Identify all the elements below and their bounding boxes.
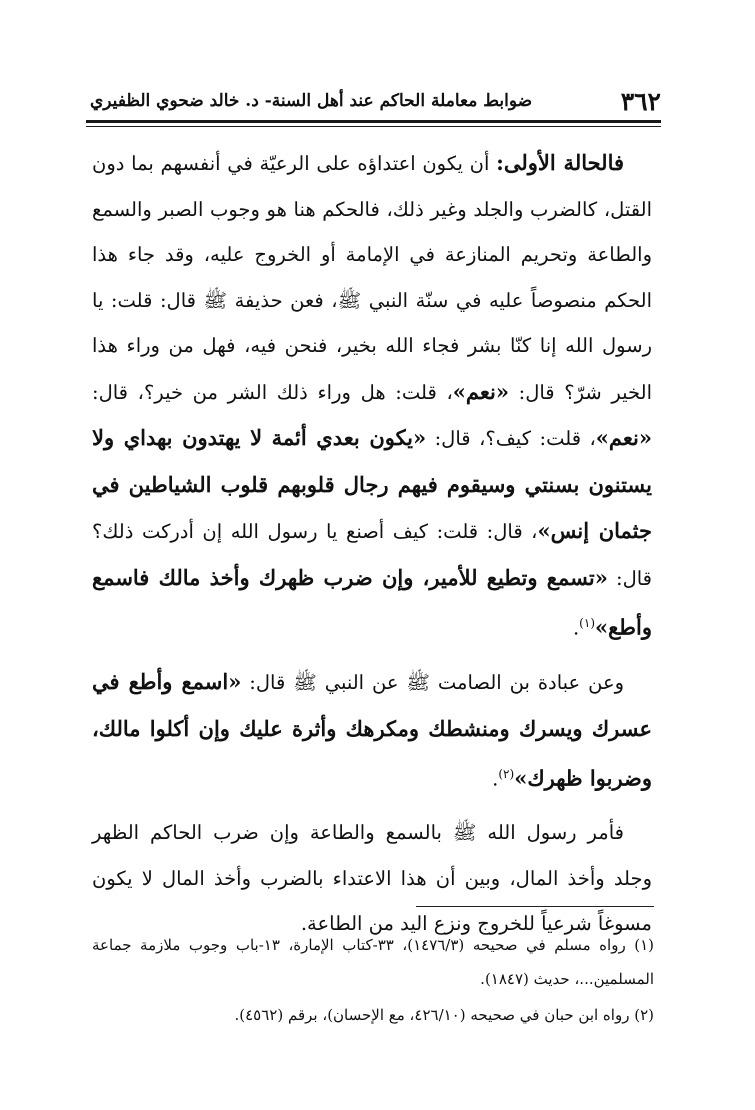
paragraph-2: [92, 659, 652, 802]
text-run: ، قلت: كيف؟، قال:: [426, 427, 596, 450]
paragraph-1: [92, 140, 652, 651]
text-run: ، قال: قلت: كيف أصنع يا رسول الله إن أدركت ذلك؟ قال:: [92, 520, 652, 590]
hadith-quote: «نعم»: [595, 425, 652, 450]
body-text: [92, 140, 652, 947]
text-run: وعن عبادة بن الصامت ﷺ عن النبي ﷺ قال:: [241, 671, 624, 694]
paragraph-3: [92, 810, 652, 947]
paragraph-lead: فالحالة الأولى:: [496, 150, 625, 175]
hadith-quote: «تسمع وتطيع للأمير، وإن ضرب ظهرك وأخذ مالك فاسمع وأطع»: [92, 564, 652, 640]
footnote-separator: [416, 906, 654, 907]
page-number: ٣٦٢: [620, 86, 661, 116]
header-rule-thin: [86, 126, 661, 127]
footnote-ref-1[interactable]: (١): [579, 616, 595, 630]
running-title: ضوابط معاملة الحاكم عند أهل السنة- د. خالد ضحوي الظفيري: [90, 91, 533, 111]
text-run: .: [572, 616, 580, 640]
header-rule-thick: [86, 120, 661, 123]
hadith-quote: «اسمع وأطع في عسرك ويسرك ومنشطك ومكرهك وأثرة عليك وإن أكلوا مالك، وضربوا ظهرك»: [92, 669, 652, 791]
footnote-2: (٢) رواه ابن حبان في صحيحه (٤٢٦/١٠، مع الإحسان)، برقم (٤٥٦٢).: [234, 1006, 654, 1024]
footnotes: [92, 928, 654, 1034]
hadith-quote: «نعم»: [452, 378, 509, 404]
footnote-1: (١) رواه مسلم في صحيحه (١٤٧٦/٣)، ٣٣-كتاب الإمارة، ١٣-باب وجوب ملازمة جماعة المسلمين...، حديث (١٨٤٧).: [92, 936, 655, 988]
footnote-ref-2[interactable]: (٢): [498, 767, 515, 781]
text-run: .: [492, 767, 499, 791]
text-run: ، قلت: هل وراء ذلك الشر من خير؟، قال:: [92, 380, 453, 404]
text-run: فأمر رسول الله ﷺ بالسمع والطاعة وإن ضرب الحاكم الظهر وجلد وأخذ المال، وبين أن هذا الاعتداء بالضرب وأخذ المال لا يكون مسوغاً شرعياً للخروج ونزع اليد من الطاعة.: [92, 821, 652, 935]
hadith-quote: «يكون بعدي أئمة لا يهتدون بهداي ولا يستنون بسنتي وسيقوم فيهم رجال قلوبهم قلوب الشياطين في جثمان إنس»: [92, 425, 652, 543]
text-run: أن يكون اعتداؤه على الرعيّة في أنفسهم بما دون القتل، كالضرب والجلد وغير ذلك، فالحكم هنا هو وجوب الصبر والسمع والطاعة وتحريم المنازعة في الإمامة أو الخروج عليه، وقد جاء هذا الحكم منصوصاً عليه في سنّة النبي ﷺ، فعن حذيفة ﷺ قال: قلت: يا رسول الله إنا كنّا بشر فجاء الله بخير، فنحن فيه، فهل من وراء هذا الخير شرّ؟ قال:: [92, 152, 652, 404]
page-header: [86, 84, 661, 118]
